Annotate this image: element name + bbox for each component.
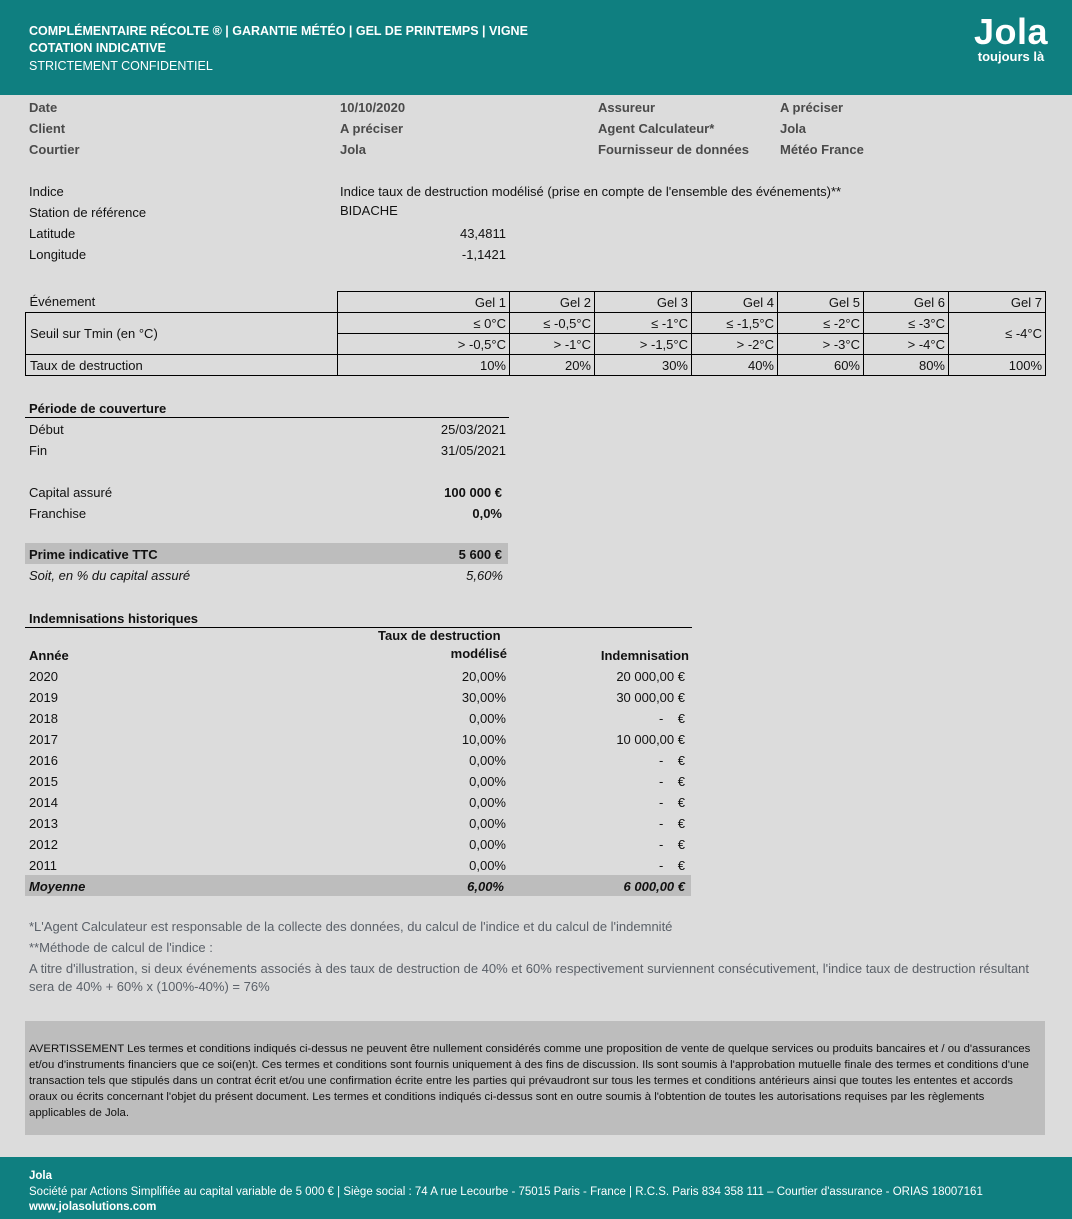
threshold-lower: > -2°C bbox=[692, 334, 778, 355]
history-amount: - € bbox=[658, 774, 685, 789]
logo-tagline: toujours là bbox=[977, 49, 1045, 64]
history-rate: 0,00% bbox=[469, 816, 506, 831]
logo-wordmark: Jola bbox=[973, 11, 1048, 52]
note-agent: *L'Agent Calculateur est responsable de la collecte des données, du calcul de l'indice et du calcul de l'indemnité bbox=[29, 919, 673, 934]
soit-value: 5,60% bbox=[466, 568, 503, 583]
courtier-value: Jola bbox=[340, 142, 367, 157]
footer bbox=[0, 1157, 1072, 1219]
courtier-label: Courtier bbox=[29, 142, 80, 157]
event-name: Gel 6 bbox=[864, 292, 949, 313]
events-header-row bbox=[26, 292, 1046, 313]
footer-website[interactable]: www.jolasolutions.com bbox=[29, 1201, 157, 1213]
history-year: 2011 bbox=[29, 858, 57, 873]
history-year: 2015 bbox=[29, 774, 58, 789]
rate-cell: 40% bbox=[692, 355, 778, 376]
threshold-upper-row bbox=[26, 313, 1046, 334]
history-amount: - € bbox=[658, 795, 685, 810]
history-year: 2012 bbox=[29, 837, 58, 852]
history-year: 2018 bbox=[29, 711, 58, 726]
fournisseur-value: Météo France bbox=[780, 142, 864, 157]
history-amount: - € bbox=[658, 858, 685, 873]
threshold-lower: > -1,5°C bbox=[595, 334, 692, 355]
col-indem-header: Indemnisation bbox=[600, 648, 689, 663]
history-amount: - € bbox=[658, 711, 685, 726]
rate-cell: 60% bbox=[778, 355, 864, 376]
franchise-label: Franchise bbox=[29, 506, 87, 521]
history-rate: 0,00% bbox=[469, 711, 506, 726]
history-year: 2016 bbox=[29, 753, 58, 768]
assureur-value: A préciser bbox=[780, 100, 844, 115]
fin-label: Fin bbox=[29, 443, 48, 458]
history-rate: 0,00% bbox=[469, 837, 506, 852]
header-confidential: STRICTEMENT CONFIDENTIEL bbox=[29, 59, 213, 73]
history-rate: 20,00% bbox=[461, 669, 506, 684]
rate-cell: 10% bbox=[338, 355, 510, 376]
event-name: Gel 2 bbox=[510, 292, 595, 313]
fournisseur-label: Fournisseur de données bbox=[598, 142, 749, 157]
history-year: 2017 bbox=[29, 732, 58, 747]
prime-value: 5 600 € bbox=[458, 547, 502, 562]
history-divider bbox=[25, 627, 692, 628]
assureur-label: Assureur bbox=[598, 100, 656, 115]
note-illustration: A titre d'illustration, si deux événements associés à des taux de destruction de 40% et 60% respectivement surviennent consécutivement, l'indice taux de destruction résultant bbox=[29, 961, 1030, 976]
station-value: BIDACHE bbox=[340, 203, 398, 218]
history-rate: 0,00% bbox=[469, 795, 506, 810]
history-amount: 10 000,00 € bbox=[616, 732, 685, 747]
note-illustration-2: sera de 40% + 60% x (100%-40%) = 76% bbox=[29, 979, 270, 994]
rate-cell: 80% bbox=[864, 355, 949, 376]
history-amount: - € bbox=[658, 837, 685, 852]
coverage-divider bbox=[25, 417, 509, 418]
date-label: Date bbox=[29, 100, 58, 115]
history-rate: 0,00% bbox=[469, 774, 506, 789]
debut-label: Début bbox=[29, 422, 64, 437]
threshold-upper: ≤ -0,5°C bbox=[510, 313, 595, 334]
event-name: Gel 3 bbox=[595, 292, 692, 313]
indice-label: Indice bbox=[29, 184, 64, 199]
longitude-label: Longitude bbox=[29, 247, 87, 262]
rate-cell: 30% bbox=[595, 355, 692, 376]
event-label: Événement bbox=[29, 294, 96, 310]
destruction-rate-row bbox=[26, 355, 1046, 376]
rate-cell: 20% bbox=[510, 355, 595, 376]
latitude-label: Latitude bbox=[29, 226, 76, 241]
event-name: Gel 7 bbox=[949, 292, 1046, 313]
history-amount: - € bbox=[658, 816, 685, 831]
footer-details: Société par Actions Simplifiée au capital variable de 5 000 € | Siège social : 74 A rue Lecourbe - 75015 Paris - France | R.C.S. Paris 834 358 111 – Courtier d'assurance - ORIAS 18007161 bbox=[29, 1186, 983, 1198]
event-name: Gel 1 bbox=[338, 292, 510, 313]
threshold-lower: > -1°C bbox=[510, 334, 595, 355]
average-label: Moyenne bbox=[29, 879, 86, 894]
average-amount: 6 000,00 € bbox=[623, 879, 685, 894]
threshold-upper: ≤ 0°C bbox=[338, 313, 510, 334]
threshold-lower: > -0,5°C bbox=[338, 334, 510, 355]
date-value: 10/10/2020 bbox=[340, 100, 406, 115]
disclaimer-text: AVERTISSEMENT Les termes et conditions indiqués ci-dessus ne peuvent être nullement considérés comme une proposition de vente de quelque services ou produits bancaires et / ou d'assurances et/ou d'instruments financiers que ce soi(en)t. Ces termes et conditions sont fournis uniquement à des fins de discussion. Ils sont soumis à l'approbation mutuelle finale des termes et conditions d'une transaction tels que stipulés dans un contrat écrit et/ou une confirmation écrite entre les parties qui prévaudront sur tous les termes et conditions antérieurs ainsi que toutes les ententes et accords oraux ou écrits concernant l'objet du présent document. Les termes et conditions indiqués ci-dessus sont en outre soumis à l'obtention de toutes les autorisations requises par les règlements applicables de Jola. bbox=[29, 1043, 1031, 1119]
latitude-value: 43,4811 bbox=[459, 226, 506, 241]
col-rate-header-2: modélisé bbox=[450, 646, 507, 661]
agent-value: Jola bbox=[780, 121, 807, 136]
capital-label: Capital assuré bbox=[29, 485, 113, 500]
history-amount: 20 000,00 € bbox=[616, 669, 685, 684]
history-rate: 30,00% bbox=[461, 690, 506, 705]
debut-value: 25/03/2021 bbox=[440, 422, 506, 437]
history-year: 2014 bbox=[29, 795, 58, 810]
history-title: Indemnisations historiques bbox=[29, 611, 199, 626]
header-subtitle: COTATION INDICATIVE bbox=[29, 41, 166, 55]
franchise-value: 0,0% bbox=[472, 506, 502, 521]
threshold-upper: ≤ -1°C bbox=[595, 313, 692, 334]
footer-company: Jola bbox=[29, 1170, 53, 1182]
seuil-label: Seuil sur Tmin (en °C) bbox=[26, 313, 338, 355]
capital-value: 100 000 € bbox=[444, 485, 502, 500]
taux-label: Taux de destruction bbox=[26, 355, 338, 376]
events-table bbox=[25, 291, 1046, 376]
col-rate-header: Taux de destruction bbox=[378, 628, 501, 643]
event-name: Gel 4 bbox=[692, 292, 778, 313]
client-value: A préciser bbox=[340, 121, 404, 136]
coverage-title: Période de couverture bbox=[29, 401, 167, 416]
threshold-upper: ≤ -3°C bbox=[864, 313, 949, 334]
header-banner bbox=[0, 0, 1072, 95]
rate-cell: 100% bbox=[949, 355, 1046, 376]
threshold-upper: ≤ -2°C bbox=[778, 313, 864, 334]
threshold-lower: > -4°C bbox=[864, 334, 949, 355]
history-year: 2019 bbox=[29, 690, 58, 705]
history-year: 2020 bbox=[29, 669, 58, 684]
history-amount: - € bbox=[658, 753, 685, 768]
history-year: 2013 bbox=[29, 816, 58, 831]
history-amount: 30 000,00 € bbox=[616, 690, 685, 705]
agent-label: Agent Calculateur* bbox=[598, 121, 715, 136]
prime-label: Prime indicative TTC bbox=[29, 547, 158, 562]
event-name: Gel 5 bbox=[778, 292, 864, 313]
average-rate: 6,00% bbox=[467, 879, 504, 894]
history-rate: 0,00% bbox=[469, 858, 506, 873]
indice-value: Indice taux de destruction modélisé (prise en compte de l'ensemble des événements)** bbox=[340, 184, 842, 199]
threshold-lower: > -3°C bbox=[778, 334, 864, 355]
history-rate: 10,00% bbox=[461, 732, 506, 747]
client-label: Client bbox=[29, 121, 66, 136]
history-rate: 0,00% bbox=[469, 753, 506, 768]
disclaimer-box bbox=[25, 1021, 1045, 1135]
note-method: **Méthode de calcul de l'indice : bbox=[29, 940, 213, 955]
threshold-upper: ≤ -1,5°C bbox=[692, 313, 778, 334]
longitude-value: -1,1421 bbox=[461, 247, 506, 262]
station-label: Station de référence bbox=[29, 205, 147, 220]
jola-logo bbox=[973, 11, 1048, 64]
col-year-header: Année bbox=[29, 648, 69, 663]
fin-value: 31/05/2021 bbox=[440, 443, 506, 458]
gel7-threshold: ≤ -4°C bbox=[949, 313, 1046, 355]
soit-label: Soit, en % du capital assuré bbox=[29, 568, 191, 583]
header-title: COMPLÉMENTAIRE RÉCOLTE ® | GARANTIE MÉTÉO | GEL DE PRINTEMPS | VIGNE bbox=[29, 24, 528, 38]
